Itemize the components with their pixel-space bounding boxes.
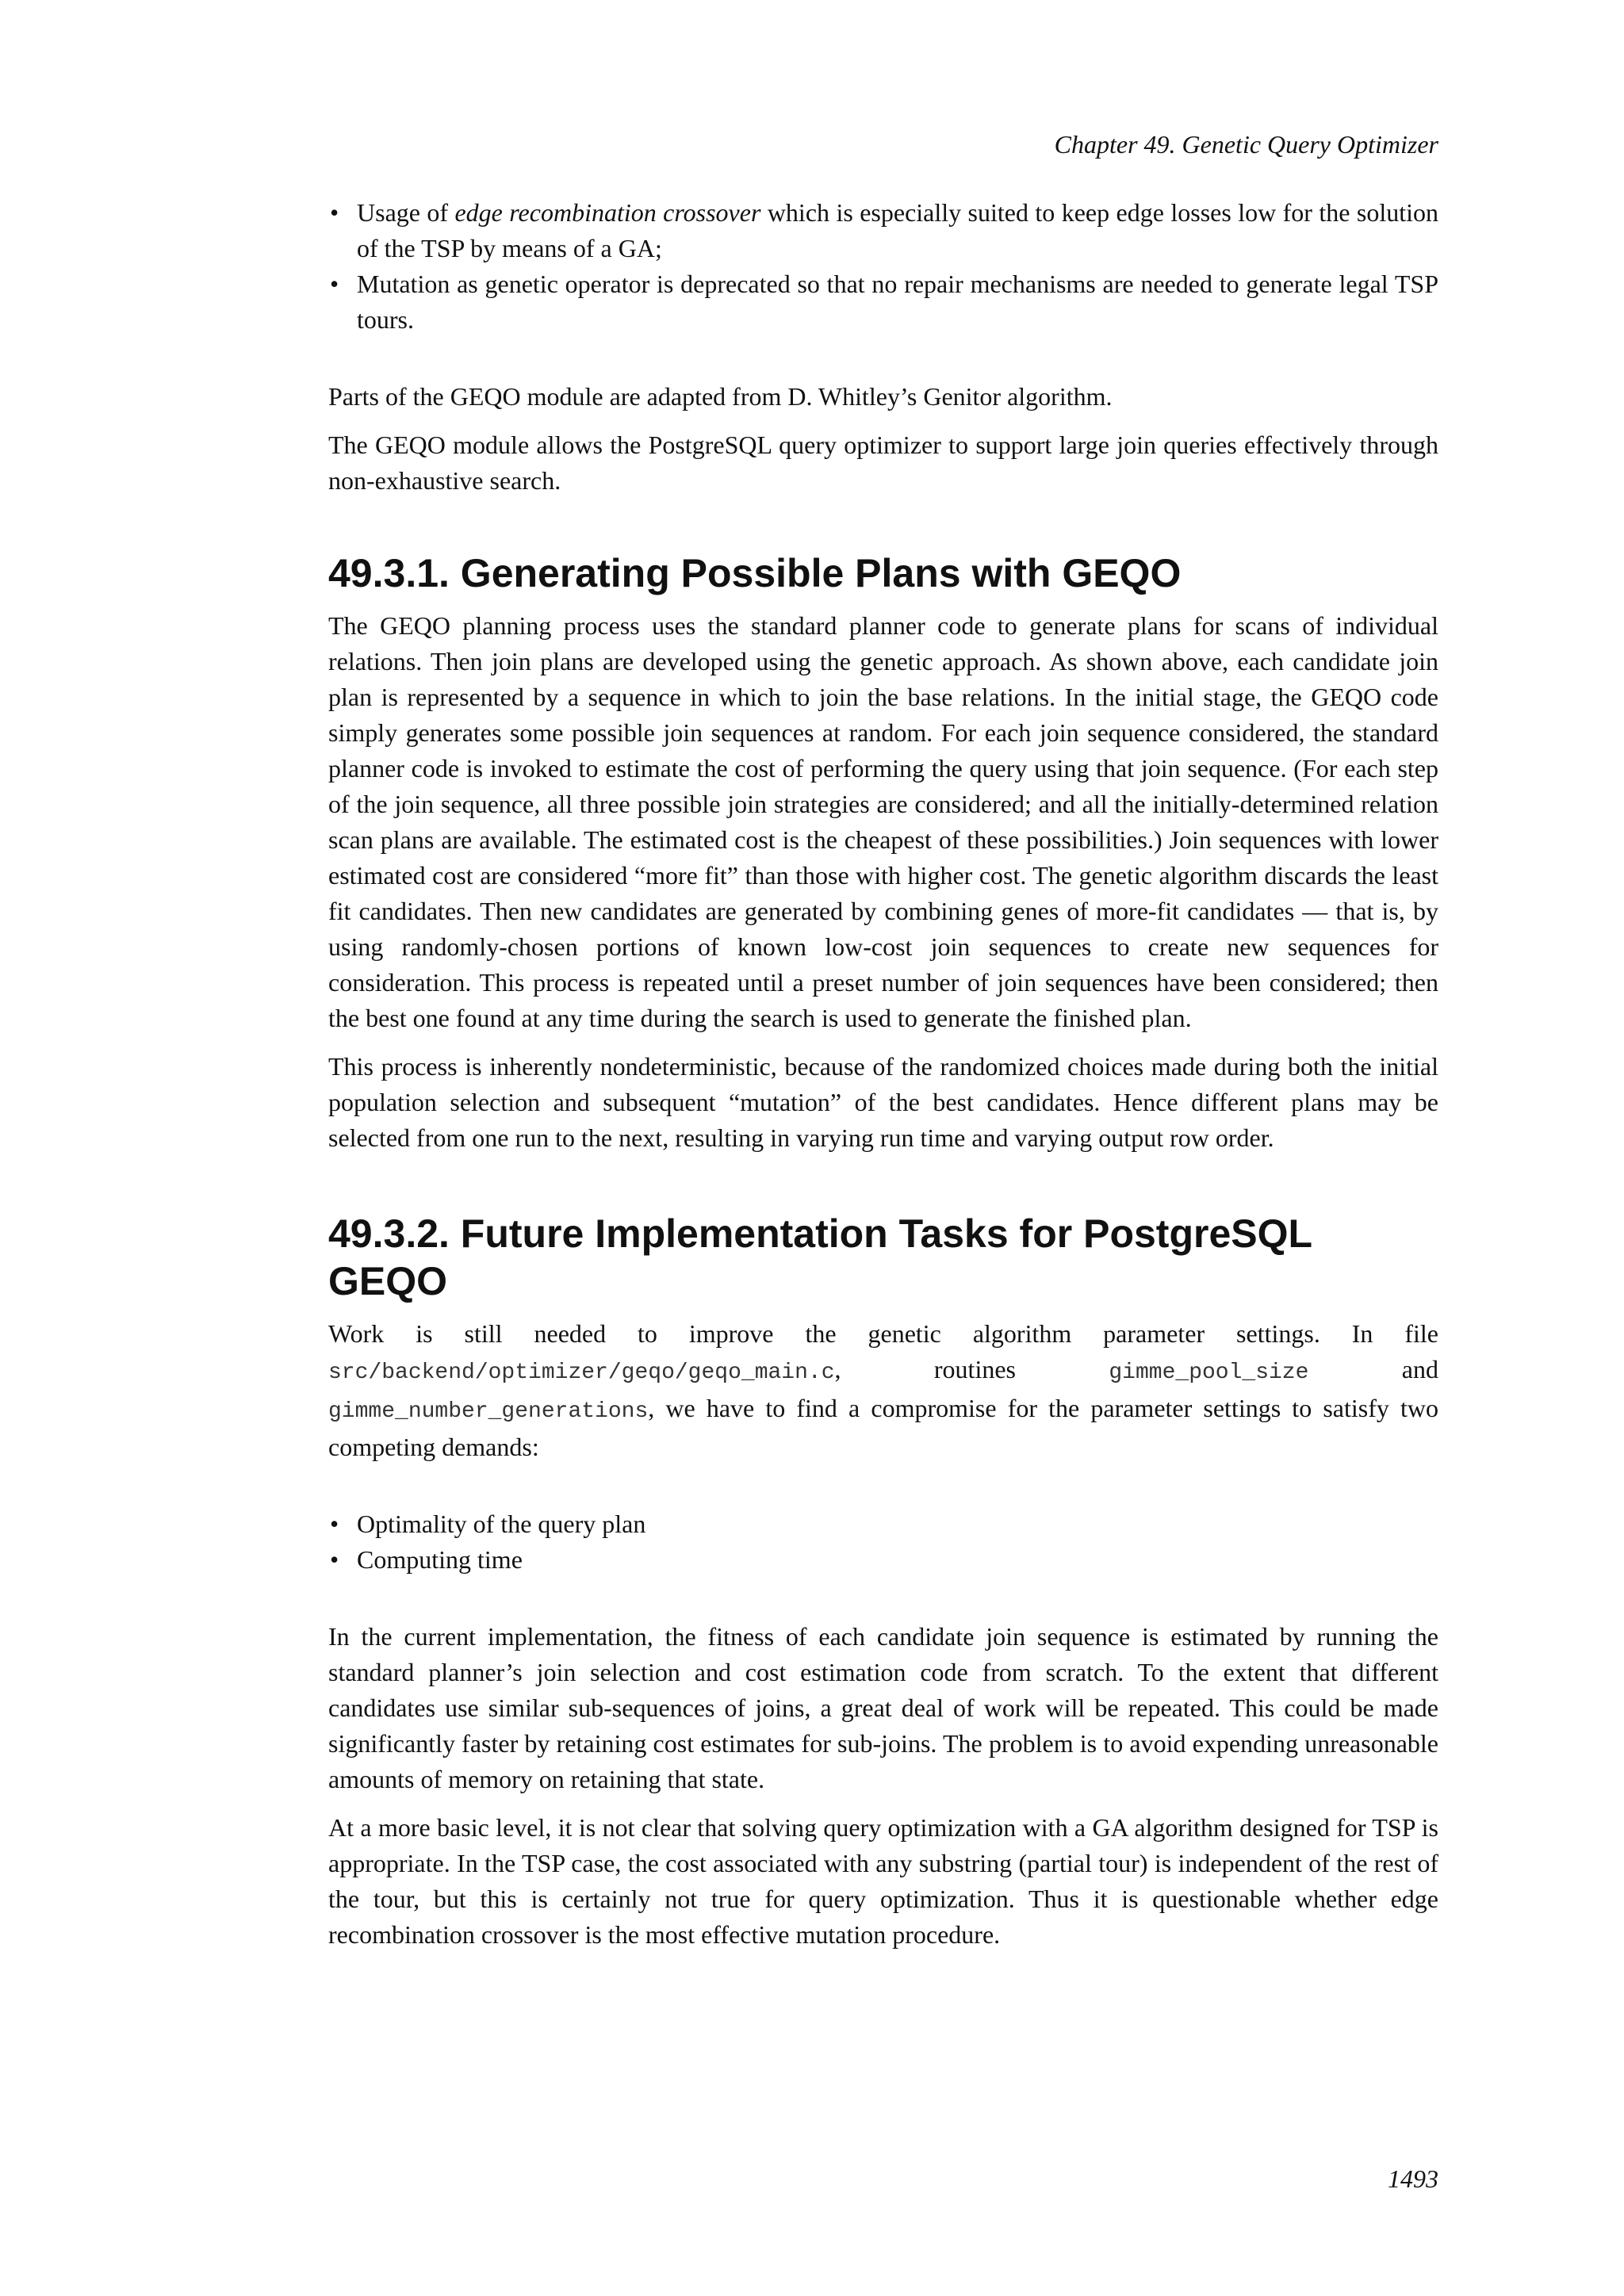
- list-item: • Mutation as genetic operator is deprecated so that no repair mechanisms are needed to generate legal TSP tours.: [328, 266, 1438, 338]
- list-item: • Computing time: [328, 1542, 1438, 1578]
- paragraph: The GEQO module allows the PostgreSQL query optimizer to support large join queries effectively through non-exhaustive search.: [328, 430, 1438, 495]
- section-heading: 49.3.1. Generating Possible Plans with GEQO: [328, 551, 1182, 595]
- file-path: src/backend/optimizer/geqo/geqo_main.c: [328, 1360, 835, 1385]
- paragraph: This process is inherently nondeterministic, because of the randomized choices made during both the initial population selection and subsequent “mutation” of the best candidates. Hence different plans may be selected from one run to the next, resulting in varying run time and varying output row order.: [328, 1052, 1438, 1152]
- list-item: • Usage of edge recombination crossover which is especially suited to keep edge losses low for the solution of the TSP by means of a GA;: [328, 195, 1438, 266]
- bullet-icon: •: [330, 1510, 339, 1538]
- paragraph: Work is still needed to improve the genetic algorithm parameter settings. In file src/backend/optimizer/geqo/geqo_main.c, routines gimme_pool_size and gimme_number_generations, we have to find a compromise for the parameter settings to satisfy two competing demands:: [328, 1319, 1439, 1461]
- document-page: [328, 0, 1438, 2296]
- intro-bullet-list: [328, 195, 1438, 338]
- demands-bullet-list: [328, 1506, 1438, 1578]
- paragraph: In the current implementation, the fitness of each candidate join sequence is estimated by running the standard planner’s join selection and cost estimation code from scratch. To the extent that different candidates use similar sub-sequences of joins, a great deal of work will be repeated. This could be made significantly faster by retaining cost estimates for sub-joins. The problem is to avoid expending unreasonable amounts of memory on retaining that state.: [328, 1622, 1438, 1793]
- bullet-icon: •: [330, 1545, 339, 1574]
- bullet-icon: •: [330, 198, 339, 227]
- page-number: 1493: [1388, 2164, 1438, 2193]
- bullet-icon: •: [330, 270, 339, 298]
- running-header: Chapter 49. Genetic Query Optimizer: [1054, 130, 1438, 159]
- paragraph: The GEQO planning process uses the standard planner code to generate plans for scans of individual relations. Then join plans are developed using the genetic approach. As shown above, each candidate join plan is represented by a sequence in which to join the base relations. In the initial stage, the GEQO code simply generates some possible join sequences at random. For each join sequence considered, the standard planner code is invoked to estimate the cost of performing the query using that join sequence. (For each step of the join sequence, all three possible join strategies are considered; and all the initially-determined relation scan plans are available. The estimated cost is the cheapest of these possibilities.) Join sequences with lower estimated cost are considered “more fit” than those with higher cost. The genetic algorithm discards the least fit candidates. Then new candidates are generated by combining genes of more-fit candidates — that is, by using randomly-chosen portions of known low-cost join sequences to create new sequences for consideration. This process is repeated until a preset number of join sequences have been considered; then the best one found at any time during the search is used to generate the finished plan.: [328, 611, 1438, 1032]
- paragraph: At a more basic level, it is not clear that solving query optimization with a GA algorithm designed for TSP is appropriate. In the TSP case, the cost associated with any substring (partial tour) is independent of the rest of the tour, but this is certainly not true for query optimization. Thus it is questionable whether edge recombination crossover is the most effective mutation procedure.: [328, 1813, 1438, 1949]
- section-heading: 49.3.2. Future Implementation Tasks for PostgreSQL GEQO: [328, 1211, 1312, 1303]
- emphasis-term: edge recombination crossover: [454, 198, 761, 227]
- routine-name: gimme_number_generations: [328, 1399, 649, 1424]
- routine-name: gimme_pool_size: [1109, 1360, 1309, 1385]
- paragraph: Parts of the GEQO module are adapted from D. Whitley’s Genitor algorithm.: [328, 382, 1113, 411]
- list-item: • Optimality of the query plan: [328, 1506, 1438, 1542]
- page-content: [328, 195, 1438, 1953]
